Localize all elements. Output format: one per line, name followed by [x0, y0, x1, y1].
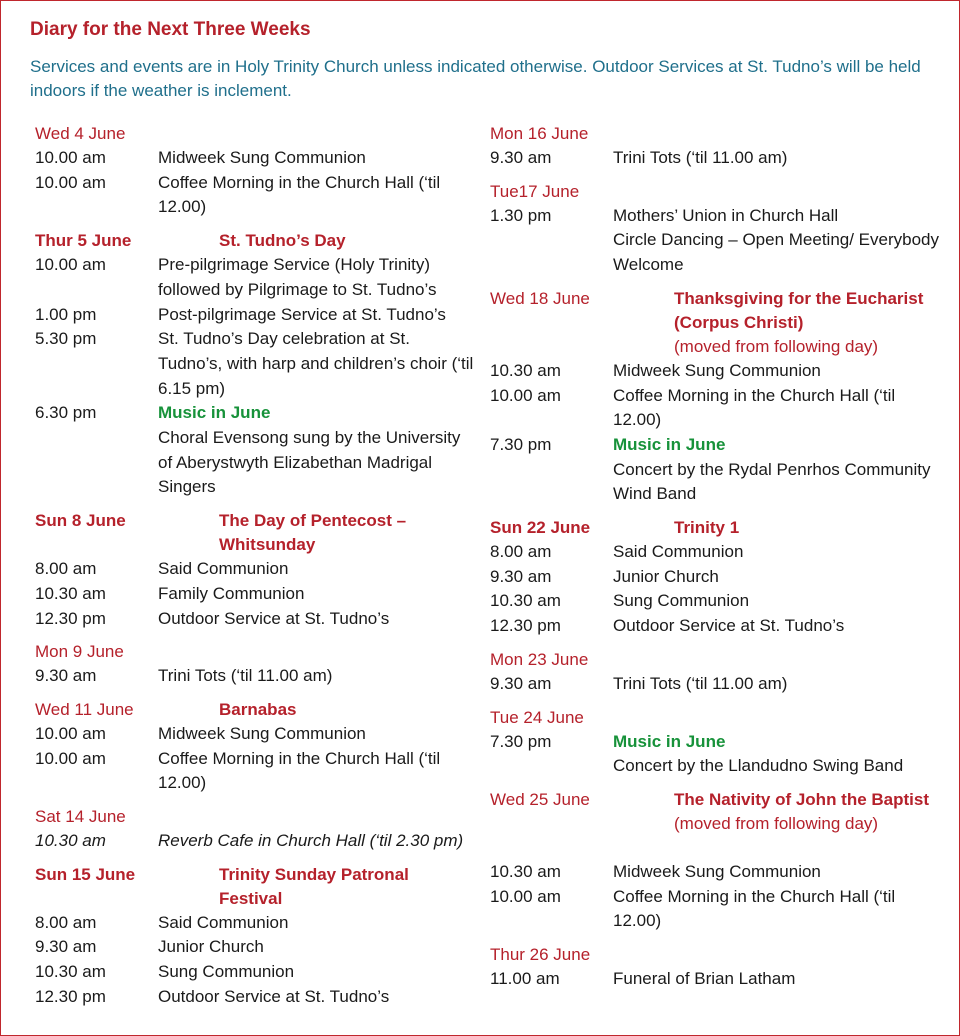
music-in-june-label: Music in June [613, 731, 726, 751]
event-description: Coffee Morning in the Church Hall (‘til 12.00) [158, 172, 441, 217]
event-time: 10.00 am [490, 886, 561, 906]
event-description: Junior Church [613, 566, 719, 586]
event-row [490, 540, 940, 565]
feast-note: (moved from following day) [674, 336, 879, 356]
day-header [35, 509, 475, 557]
event-row [35, 960, 475, 985]
feast-title [219, 698, 469, 722]
event-description: Concert by the Llandudno Swing Band [613, 756, 904, 776]
feast-title [219, 509, 469, 557]
feast-name: St. Tudno’s Day [219, 231, 346, 251]
event-row [490, 565, 940, 590]
event-time: 10.30 am [35, 831, 106, 851]
event-row [490, 614, 940, 639]
feast-title [674, 788, 940, 836]
event-time: 12.30 pm [490, 616, 561, 636]
day-header [490, 943, 940, 967]
event-time: 12.30 pm [35, 986, 106, 1006]
event-time: 6.30 pm [35, 403, 97, 423]
event-row [490, 967, 940, 992]
intro-text: Services and events are in Holy Trinity Church unless indicated otherwise. Outdoor Services at St. Tudno’s will be held indoors if the weather is inclement. [30, 57, 921, 100]
event-time: 10.00 am [35, 172, 106, 192]
event-time: 10.30 am [35, 962, 106, 982]
diary-day [490, 706, 940, 779]
day-header [490, 788, 940, 860]
event-row [35, 557, 475, 582]
event-description: Circle Dancing – Open Meeting/ Everybody Welcome [613, 230, 939, 275]
event-description-block [613, 967, 940, 992]
feast-name: Trinity Sunday Patronal Festival [219, 864, 409, 908]
diary-day [490, 180, 940, 278]
event-description-block [158, 722, 475, 747]
feast-name: The Nativity of John the Baptist [674, 789, 930, 809]
event-row [35, 401, 475, 500]
event-row [490, 885, 940, 934]
event-description-block [158, 935, 475, 960]
day-date: Sun 8 June [35, 511, 126, 531]
day-header [35, 698, 475, 722]
event-description: Outdoor Service at St. Tudno’s [158, 608, 390, 628]
event-description: Coffee Morning in the Church Hall (‘til 12.00) [613, 886, 896, 931]
event-description: Concert by the Rydal Penrhos Community Wind Band [613, 459, 931, 504]
left-column [35, 122, 475, 1019]
event-description: Post-pilgrimage Service at St. Tudno’s [158, 304, 446, 324]
event-description-block [613, 589, 940, 614]
event-description: Midweek Sung Communion [158, 723, 366, 743]
event-time: 7.30 pm [490, 434, 552, 454]
event-description: Coffee Morning in the Church Hall (‘til 12.00) [613, 385, 896, 430]
diary-day [490, 943, 940, 992]
event-description: Reverb Cafe in Church Hall (‘til 2.30 pm) [158, 831, 464, 851]
event-description-block [158, 829, 475, 854]
event-description: St. Tudno’s Day celebration at St. Tudno’s, with harp and children’s choir (‘til 6.15 pm) [158, 329, 474, 398]
event-time: 10.30 am [490, 591, 561, 611]
event-description-block [613, 204, 940, 229]
event-description: Family Communion [158, 583, 305, 603]
event-description-block [158, 607, 475, 632]
event-description: Choral Evensong sung by the University of Aberystwyth Elizabethan Madrigal Singers [158, 428, 461, 497]
event-description: Trini Tots (‘til 11.00 am) [158, 666, 333, 686]
event-row [35, 146, 475, 171]
event-description: Said Communion [158, 912, 289, 932]
event-time: 10.00 am [35, 255, 106, 275]
diary-day [35, 640, 475, 689]
event-description-block [158, 664, 475, 689]
day-date: Mon 9 June [35, 642, 124, 662]
event-description-block [613, 565, 940, 590]
event-description: Outdoor Service at St. Tudno’s [158, 986, 390, 1006]
day-date: Mon 16 June [490, 124, 589, 143]
event-row [35, 747, 475, 796]
day-date: Sun 15 June [35, 864, 136, 884]
diary-day [35, 229, 475, 500]
event-description-block [158, 171, 475, 220]
music-in-june-label: Music in June [158, 403, 271, 423]
event-time: 10.00 am [490, 385, 561, 405]
event-description: Pre-pilgrimage Service (Holy Trinity) followed by Pilgrimage to St. Tudno’s [158, 255, 437, 299]
feast-name: Trinity 1 [674, 518, 740, 538]
event-description: Midweek Sung Communion [613, 861, 821, 881]
event-description: Midweek Sung Communion [158, 148, 366, 167]
event-time: 9.30 am [490, 566, 552, 586]
event-time: 10.00 am [35, 723, 106, 743]
day-date: Wed 11 June [35, 699, 134, 719]
event-row [35, 303, 475, 328]
day-header [35, 640, 475, 664]
event-row [35, 911, 475, 936]
event-description-block [613, 672, 940, 697]
day-date: Wed 18 June [490, 288, 590, 308]
day-date: Mon 23 June [490, 649, 589, 669]
event-row [35, 327, 475, 401]
day-date: Sun 22 June [490, 518, 591, 538]
feast-note: (moved from following day) [674, 813, 879, 833]
event-row [490, 359, 940, 384]
event-description-block [613, 359, 940, 384]
event-description-block [158, 401, 475, 500]
feast-name: The Day of Pentecost – Whitsunday [219, 511, 407, 555]
event-description: Funeral of Brian Latham [613, 969, 796, 989]
event-description-block [158, 327, 475, 401]
event-row [35, 171, 475, 220]
feast-title [219, 229, 469, 253]
event-row [35, 935, 475, 960]
event-description-block [613, 860, 940, 885]
feast-title [219, 863, 469, 911]
event-description: Sung Communion [613, 591, 750, 611]
event-description-block [158, 747, 475, 796]
event-description-block [613, 730, 940, 779]
event-time: 5.30 pm [35, 329, 97, 349]
day-header [35, 229, 475, 253]
event-description-block [613, 433, 940, 507]
event-description-block [158, 582, 475, 607]
event-row [35, 829, 475, 854]
feast-name: Barnabas [219, 699, 297, 719]
day-date: Wed 4 June [35, 124, 126, 143]
event-description: Trini Tots (‘til 11.00 am) [613, 673, 788, 693]
event-description-block [158, 303, 475, 328]
event-description-block [613, 614, 940, 639]
day-date: Thur 5 June [35, 231, 132, 251]
event-description-block [158, 911, 475, 936]
day-header [490, 706, 940, 730]
day-header [490, 516, 940, 540]
page-title: Diary for the Next Three Weeks [30, 19, 311, 40]
event-description-block [613, 146, 940, 171]
event-time: 12.30 pm [35, 608, 106, 628]
day-date: Wed 25 June [490, 789, 590, 809]
diary-day [35, 698, 475, 796]
diary-day [490, 516, 940, 639]
diary-day [35, 863, 475, 1010]
event-row [490, 228, 940, 277]
event-time: 8.00 am [35, 912, 97, 932]
event-time: 9.30 am [490, 148, 552, 167]
event-description: Said Communion [613, 542, 744, 562]
event-time: 10.30 am [490, 360, 561, 380]
event-description-block [613, 885, 940, 934]
event-row [490, 146, 940, 171]
event-row [35, 253, 475, 302]
event-description-block [613, 384, 940, 433]
day-header [35, 863, 475, 911]
event-time: 8.00 am [35, 559, 97, 579]
right-column [490, 122, 940, 1001]
event-time: 9.30 am [490, 673, 552, 693]
event-time: 10.00 am [35, 748, 106, 768]
feast-title [674, 516, 940, 540]
event-time: 9.30 am [35, 666, 97, 686]
event-description-block [158, 985, 475, 1010]
day-date: Tue 24 June [490, 707, 584, 727]
event-time: 1.30 pm [490, 205, 552, 225]
event-row [35, 582, 475, 607]
event-row [35, 985, 475, 1010]
event-description: Junior Church [158, 937, 264, 957]
event-time: 8.00 am [490, 542, 552, 562]
event-description-block [613, 540, 940, 565]
event-description-block [158, 253, 475, 302]
event-description: Coffee Morning in the Church Hall (‘til 12.00) [158, 748, 441, 793]
event-time: 1.00 pm [35, 304, 97, 324]
diary-day [490, 788, 940, 934]
event-row [490, 433, 940, 507]
event-row [35, 722, 475, 747]
feast-title [674, 287, 940, 359]
day-date: Tue17 June [490, 181, 580, 201]
day-header [490, 180, 940, 204]
day-header [35, 122, 475, 146]
day-date: Thur 26 June [490, 945, 591, 965]
event-row [490, 589, 940, 614]
diary-day [490, 122, 940, 171]
music-in-june-label: Music in June [613, 434, 726, 454]
event-row [490, 672, 940, 697]
event-row [490, 384, 940, 433]
day-header [35, 805, 475, 829]
day-date: Sat 14 June [35, 807, 126, 827]
day-header [490, 122, 940, 146]
event-time: 10.30 am [35, 583, 106, 603]
event-time: 11.00 am [490, 969, 560, 989]
event-description: Trini Tots (‘til 11.00 am) [613, 148, 788, 167]
event-description: Midweek Sung Communion [613, 360, 821, 380]
event-row [490, 730, 940, 779]
event-row [35, 664, 475, 689]
event-time: 7.30 pm [490, 731, 552, 751]
event-description: Said Communion [158, 559, 289, 579]
event-description-block [158, 146, 475, 171]
event-description-block [158, 960, 475, 985]
event-row [490, 204, 940, 229]
day-header [490, 287, 940, 359]
diary-day [35, 509, 475, 631]
event-description: Mothers’ Union in Church Hall [613, 205, 839, 225]
diary-day [35, 122, 475, 220]
event-time: 10.30 am [490, 861, 561, 881]
event-row [35, 607, 475, 632]
event-time: 10.00 am [35, 148, 106, 167]
diary-day [490, 287, 940, 507]
event-time: 9.30 am [35, 937, 97, 957]
diary-day [35, 805, 475, 854]
event-description: Outdoor Service at St. Tudno’s [613, 616, 845, 636]
event-row [490, 860, 940, 885]
feast-name: Thanksgiving for the Eucharist (Corpus Christi) [674, 288, 924, 332]
event-description-block [613, 228, 940, 277]
day-header [490, 648, 940, 672]
event-description: Sung Communion [158, 962, 295, 982]
diary-day [490, 648, 940, 697]
event-description-block [158, 557, 475, 582]
